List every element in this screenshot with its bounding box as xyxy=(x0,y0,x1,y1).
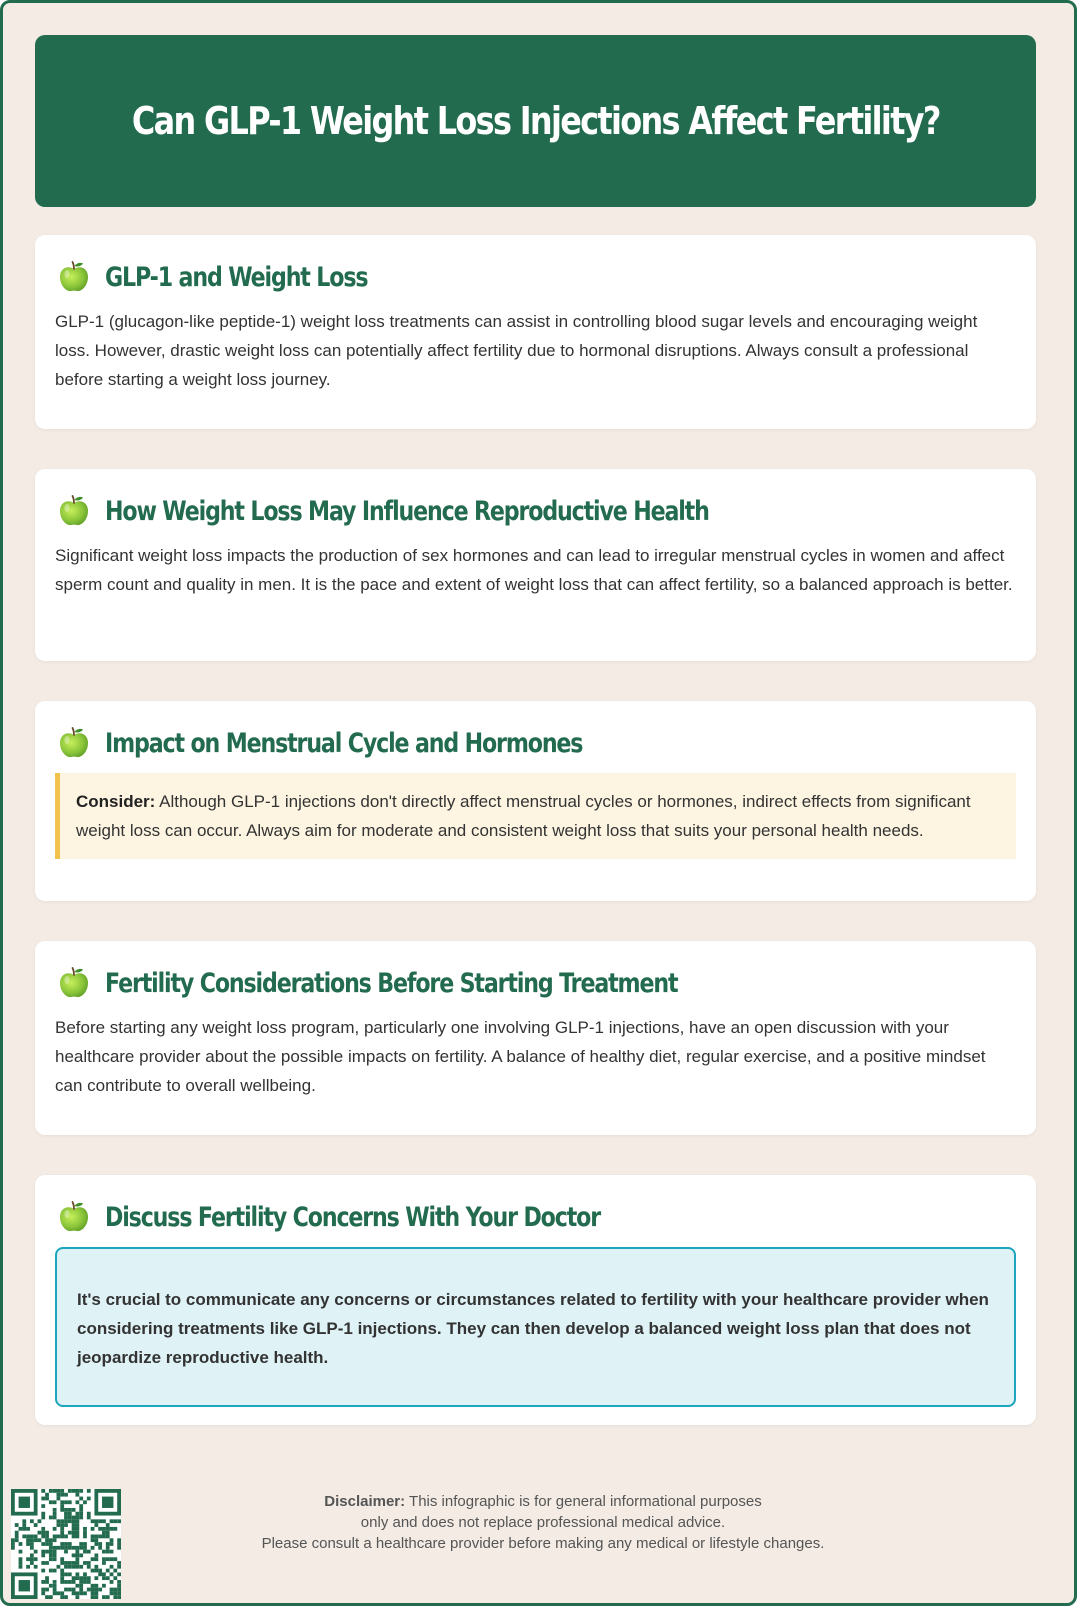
consider-callout xyxy=(55,773,1016,859)
section-card-discuss-doctor xyxy=(35,1175,1036,1425)
qr-code[interactable] xyxy=(11,1489,121,1599)
consider-label: Consider: xyxy=(76,792,156,811)
green-apple-icon xyxy=(57,966,91,1000)
green-apple-icon xyxy=(57,494,91,528)
section-card-glp1-weight-loss xyxy=(35,235,1036,429)
disclaimer-label: Disclaimer: xyxy=(324,1493,406,1510)
disclaimer-line-2: only and does not replace professional medical advice. xyxy=(360,1514,726,1531)
section-title: How Weight Loss May Influence Reproductive Health xyxy=(105,495,709,527)
section-title: GLP-1 and Weight Loss xyxy=(105,261,368,293)
section-card-menstrual-cycle xyxy=(35,701,1036,901)
consider-text: Although GLP-1 injections don't directly affect menstrual cycles or hormones, indirect effects from significant weight loss can occur. Always aim for moderate and consistent weight loss that suits your personal health needs. xyxy=(76,792,971,840)
header-banner xyxy=(35,35,1036,207)
green-apple-icon xyxy=(57,260,91,294)
section-body: Before starting any weight loss program, particularly one involving GLP-1 injections, have an open discussion with your healthcare provider about the possible impacts on fertility. A balance of healthy diet, regular exercise, and a positive mindset can contribute to overall wellbeing. xyxy=(55,1018,986,1095)
section-body: GLP-1 (glucagon-like peptide-1) weight loss treatments can assist in controlling blood sugar levels and encouraging weight loss. However, drastic weight loss can potentially affect fertility due to hormonal disruptions. Always consult a professional before starting a weight loss journey. xyxy=(55,312,978,389)
section-title: Impact on Menstrual Cycle and Hormones xyxy=(105,727,583,759)
section-header xyxy=(57,723,687,763)
section-header xyxy=(57,491,841,531)
section-body: Significant weight loss impacts the production of sex hormones and can lead to irregular menstrual cycles in women and affect sperm count and quality in men. It is the pace and extent of weight loss that can affect fertility, so a balanced approach is better. xyxy=(55,546,1013,594)
disclaimer-line-3: Please consult a healthcare provider before making any medical or lifestyle changes. xyxy=(261,1535,825,1552)
section-card-reproductive-health xyxy=(35,469,1036,661)
disclaimer-line-1: This infographic is for general informational purposes xyxy=(409,1493,762,1510)
green-apple-icon xyxy=(57,726,91,760)
section-header xyxy=(57,1197,709,1237)
doctor-callout: It's crucial to communicate any concerns or circumstances related to fertility with your healthcare provider when considering treatments like GLP-1 injections. They can then develop a balanced weight loss plan that does not jeopardize reproductive health. xyxy=(55,1247,1016,1407)
section-title: Fertility Considerations Before Starting Treatment xyxy=(105,967,678,999)
section-header xyxy=(57,257,425,297)
section-card-fertility-considerations xyxy=(35,941,1036,1135)
green-apple-icon xyxy=(57,1200,91,1234)
section-title: Discuss Fertility Concerns With Your Doctor xyxy=(105,1201,600,1233)
disclaimer xyxy=(163,1491,923,1554)
section-header xyxy=(57,963,803,1003)
page-title: Can GLP-1 Weight Loss Injections Affect Fertility? xyxy=(131,99,940,143)
